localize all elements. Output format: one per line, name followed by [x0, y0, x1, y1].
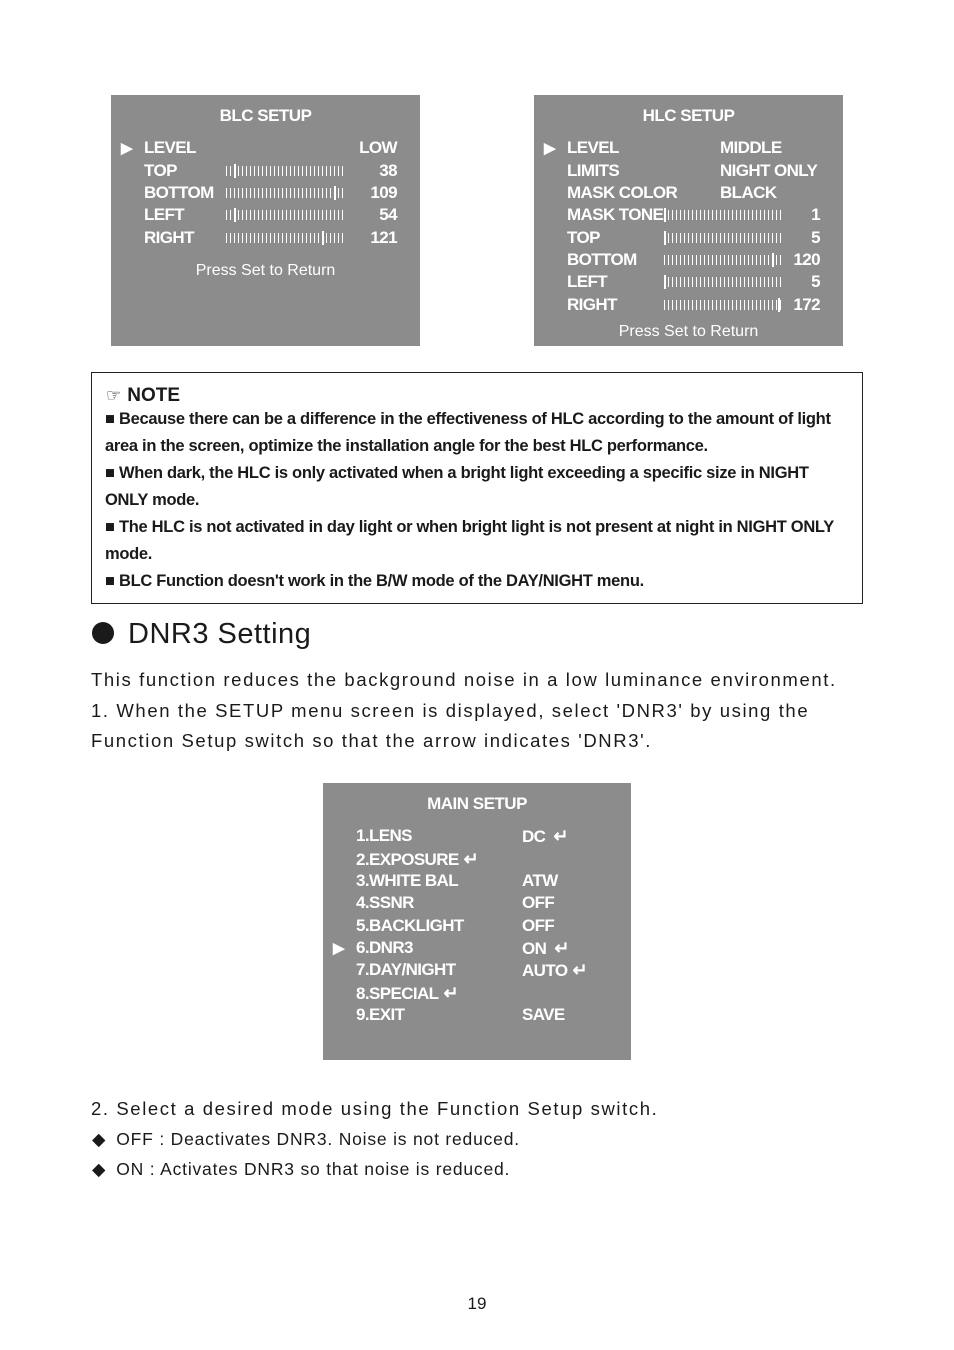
diamond-bullet-icon: ◆	[92, 1129, 107, 1149]
menu-exit-label: 9.EXIT	[356, 1005, 405, 1024]
hlc-left-label: LEFT	[567, 272, 608, 291]
note-item: ■ When dark, the HLC is only activated when a bright light exceeding a specific size in NIGHT ONLY mode.	[105, 464, 809, 509]
hlc-row-right	[534, 295, 843, 317]
hlc-mask-tone-label: MASK TONE	[567, 205, 664, 224]
blc-footer: Press Set to Return	[195, 262, 336, 279]
blc-row-left	[111, 205, 420, 227]
hlc-row-bottom	[534, 250, 843, 272]
hlc-level-value: MIDDLE	[720, 138, 782, 157]
slider-thumb	[234, 164, 236, 178]
enter-icon: ↵	[553, 826, 568, 846]
enter-icon: ↵	[443, 983, 458, 1003]
menu-row-ssnr	[323, 893, 631, 915]
blc-row-top	[111, 161, 420, 183]
menu-row-day-night	[323, 960, 631, 982]
hand-pointing-icon: ☞	[106, 386, 122, 405]
note-box	[91, 372, 863, 604]
blc-left-value: 54	[379, 205, 397, 224]
menu-ssnr-value: OFF	[522, 893, 555, 912]
hlc-bottom-value: 120	[793, 250, 820, 269]
blc-top-slider	[226, 166, 344, 176]
menu-row-special	[323, 983, 631, 1005]
note-title: NOTE	[127, 385, 181, 406]
hlc-top-slider	[664, 233, 782, 243]
selection-arrow-icon: ▶	[544, 140, 555, 157]
hlc-right-value: 172	[793, 295, 820, 314]
selection-arrow-icon: ▶	[333, 940, 344, 957]
hlc-bottom-label: BOTTOM	[567, 250, 637, 269]
blc-setup-title: BLC SETUP	[219, 106, 312, 125]
menu-ssnr-label: 4.SSNR	[356, 893, 414, 912]
slider-thumb	[664, 275, 666, 289]
hlc-limits-label: LIMITS	[567, 161, 620, 180]
blc-level-value: LOW	[359, 138, 397, 157]
menu-lens-label: 1.LENS	[356, 826, 412, 845]
menu-backlight-value: OFF	[522, 916, 555, 935]
step1-line2: Function Setup switch so that the arrow indicates 'DNR3'.	[91, 730, 652, 751]
section-title: DNR3 Setting	[128, 618, 312, 650]
blc-right-label: RIGHT	[144, 228, 194, 247]
hlc-row-mask-color	[534, 183, 843, 205]
hlc-row-top	[534, 228, 843, 250]
note-heading	[106, 385, 180, 407]
note-item: ■ The HLC is not activated in day light or when bright light is not present at night in NIGHT ONLY mode.	[105, 518, 834, 563]
section-heading	[92, 618, 311, 651]
hlc-top-label: TOP	[567, 228, 600, 247]
option-on-text: ON : Activates DNR3 so that noise is reduced.	[116, 1159, 511, 1179]
menu-row-exit	[323, 1005, 631, 1027]
blc-row-bottom	[111, 183, 420, 205]
menu-exposure-text: 2.EXPOSURE	[356, 850, 459, 869]
blc-row-level	[111, 138, 420, 160]
slider-thumb	[664, 231, 666, 245]
hlc-left-slider	[664, 277, 782, 287]
menu-row-backlight	[323, 916, 631, 938]
menu-lens-value	[522, 826, 568, 847]
menu-row-white-bal	[323, 871, 631, 893]
option-off	[92, 1129, 520, 1150]
slider-thumb	[334, 186, 336, 200]
menu-lens-value-text: DC	[522, 827, 546, 846]
menu-dnr3-value-text: ON	[522, 939, 547, 958]
hlc-footer: Press Set to Return	[618, 323, 759, 340]
blc-bottom-label: BOTTOM	[144, 183, 214, 202]
hlc-row-mask-tone	[534, 205, 843, 227]
menu-row-lens	[323, 826, 631, 848]
hlc-right-slider	[664, 300, 782, 310]
menu-exit-value: SAVE	[522, 1005, 565, 1024]
menu-white-bal-label: 3.WHITE BAL	[356, 871, 459, 890]
page-number: 19	[467, 1294, 487, 1313]
slider-thumb	[234, 208, 236, 222]
menu-day-night-value-text: AUTO	[522, 961, 568, 980]
hlc-limits-value: NIGHT ONLY	[720, 161, 818, 180]
enter-icon: ↵	[572, 960, 587, 980]
note-body	[105, 406, 850, 595]
hlc-top-value: 5	[811, 228, 820, 247]
menu-row-exposure	[323, 849, 631, 871]
enter-icon: ↵	[463, 849, 479, 869]
hlc-left-value: 5	[811, 272, 820, 291]
menu-dnr3-label: 6.DNR3	[356, 938, 413, 957]
slider-thumb	[772, 253, 774, 267]
blc-bottom-value: 109	[370, 183, 397, 202]
hlc-mask-color-value: BLACK	[720, 183, 777, 202]
blc-row-right	[111, 228, 420, 250]
menu-white-bal-value: ATW	[522, 871, 558, 890]
option-on	[92, 1159, 510, 1180]
hlc-level-label: LEVEL	[567, 138, 619, 157]
step1-line1: 1. When the SETUP menu screen is displayed, select 'DNR3' by using the	[91, 700, 810, 721]
menu-exposure-label	[356, 849, 478, 870]
blc-right-value: 121	[370, 228, 397, 247]
main-setup-title: MAIN SETUP	[427, 794, 527, 813]
menu-special-text: 8.SPECIAL	[356, 984, 439, 1003]
hlc-right-label: RIGHT	[567, 295, 617, 314]
menu-day-night-label: 7.DAY/NIGHT	[356, 960, 456, 979]
main-setup-screen	[323, 783, 631, 1060]
menu-row-dnr3	[323, 938, 631, 960]
hlc-row-limits	[534, 161, 843, 183]
menu-day-night-value	[522, 960, 587, 981]
hlc-mask-tone-slider	[664, 210, 782, 220]
slider-thumb	[664, 208, 666, 222]
hlc-row-left	[534, 272, 843, 294]
blc-bottom-slider	[226, 188, 344, 198]
option-off-text: OFF : Deactivates DNR3. Noise is not reduced.	[116, 1129, 520, 1149]
menu-special-label	[356, 983, 458, 1004]
blc-top-label: TOP	[144, 161, 177, 180]
note-item: ■ BLC Function doesn't work in the B/W mode of the DAY/NIGHT menu.	[105, 572, 644, 590]
hlc-bottom-slider	[664, 255, 782, 265]
slider-thumb	[322, 231, 324, 245]
step2-paragraph: 2. Select a desired mode using the Function Setup switch.	[91, 1098, 659, 1119]
blc-right-slider	[226, 233, 344, 243]
enter-icon: ↵	[554, 938, 569, 958]
menu-dnr3-value	[522, 938, 569, 959]
hlc-setup-title: HLC SETUP	[642, 106, 735, 125]
note-item: ■ Because there can be a difference in the effectiveness of HLC according to the amount of light area in the screen, optimize the installation angle for the best HLC performance.	[105, 410, 831, 455]
menu-backlight-label: 5.BACKLIGHT	[356, 916, 464, 935]
hlc-row-level	[534, 138, 843, 160]
bullet-icon	[92, 622, 114, 644]
blc-level-label: LEVEL	[144, 138, 196, 157]
blc-top-value: 38	[379, 161, 397, 180]
blc-left-slider	[226, 210, 344, 220]
diamond-bullet-icon: ◆	[92, 1159, 107, 1179]
hlc-setup-screen	[534, 95, 843, 346]
selection-arrow-icon: ▶	[121, 140, 132, 157]
blc-left-label: LEFT	[144, 205, 185, 224]
intro-paragraph: This function reduces the background noise in a low luminance environment.	[91, 669, 837, 690]
blc-setup-screen	[111, 95, 420, 346]
hlc-mask-tone-value: 1	[811, 205, 820, 224]
hlc-mask-color-label: MASK COLOR	[567, 183, 678, 202]
